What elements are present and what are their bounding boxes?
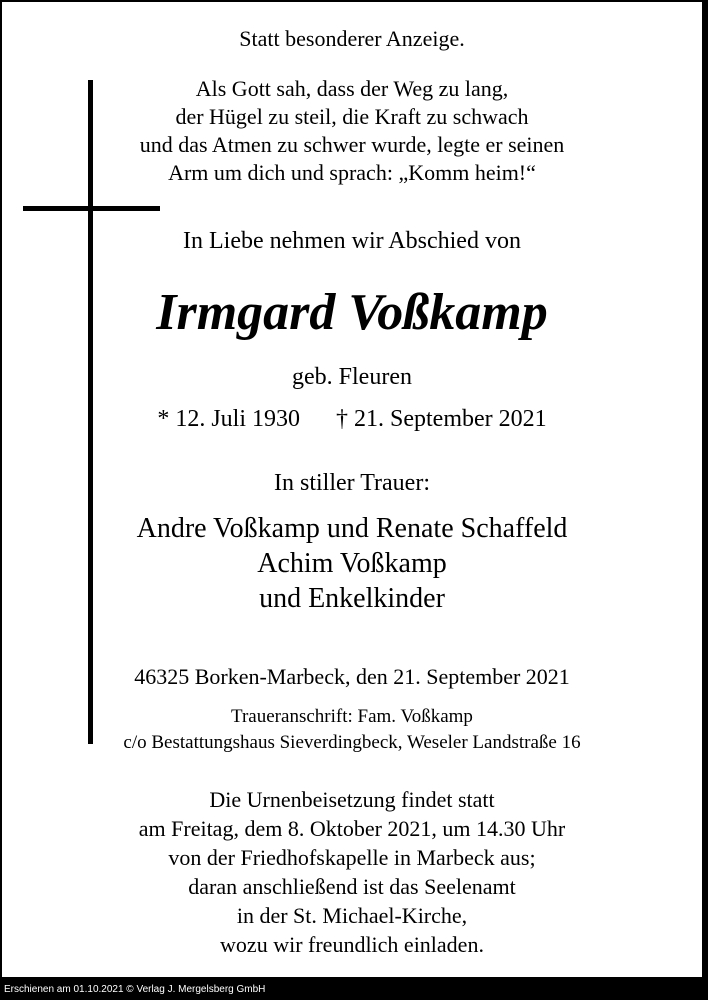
death-date: † 21. September 2021 xyxy=(336,406,547,432)
ceremony-line: Die Urnenbeisetzung findet statt xyxy=(209,787,495,812)
address-line: Traueranschrift: Fam. Voßkamp xyxy=(231,706,473,727)
header-text: Statt besonderer Anzeige. xyxy=(239,26,465,51)
ceremony-line: in der St. Michael-Kirche, xyxy=(236,903,468,928)
poem-line: Als Gott sah, dass der Weg zu lang, xyxy=(195,76,509,101)
ceremony-line: wozu wir freundlich einladen. xyxy=(220,932,484,957)
mourner-line: Achim Voßkamp xyxy=(257,548,447,579)
address-line: c/o Bestattungshaus Sieverdingbeck, Weseler Landstraße 16 xyxy=(123,732,581,753)
ceremony-line: von der Friedhofskapelle in Marbeck aus; xyxy=(168,845,536,870)
mourner-line: und Enkelkinder xyxy=(259,583,445,614)
publication-note: Erschienen am 01.10.2021 © Verlag J. Mergelsberg GmbH xyxy=(4,984,266,995)
intro-text: In Liebe nehmen wir Abschied von xyxy=(183,228,521,254)
mourning-heading: In stiller Trauer: xyxy=(274,470,430,496)
poem-line: und das Atmen zu schwer wurde, legte er seinen xyxy=(139,132,565,157)
ceremony-line: am Freitag, dem 8. Oktober 2021, um 14.30 Uhr xyxy=(138,816,566,841)
ceremony-line: daran anschließend ist das Seelenamt xyxy=(188,874,516,899)
poem-line: Arm um dich und sprach: „Komm heim!“ xyxy=(168,160,536,185)
birth-date: * 12. Juli 1930 xyxy=(157,406,301,432)
mourner-line: Andre Voßkamp und Renate Schaffeld xyxy=(136,513,568,544)
maiden-name: geb. Fleuren xyxy=(292,364,412,390)
place-date: 46325 Borken-Marbeck, den 21. September 2021 xyxy=(134,664,570,689)
obituary-card xyxy=(2,2,702,977)
life-dates xyxy=(0,404,708,434)
poem-line: der Hügel zu steil, die Kraft zu schwach xyxy=(175,104,529,129)
deceased-name: Irmgard Voßkamp xyxy=(156,284,548,341)
cross-horizontal-bar xyxy=(23,206,160,211)
